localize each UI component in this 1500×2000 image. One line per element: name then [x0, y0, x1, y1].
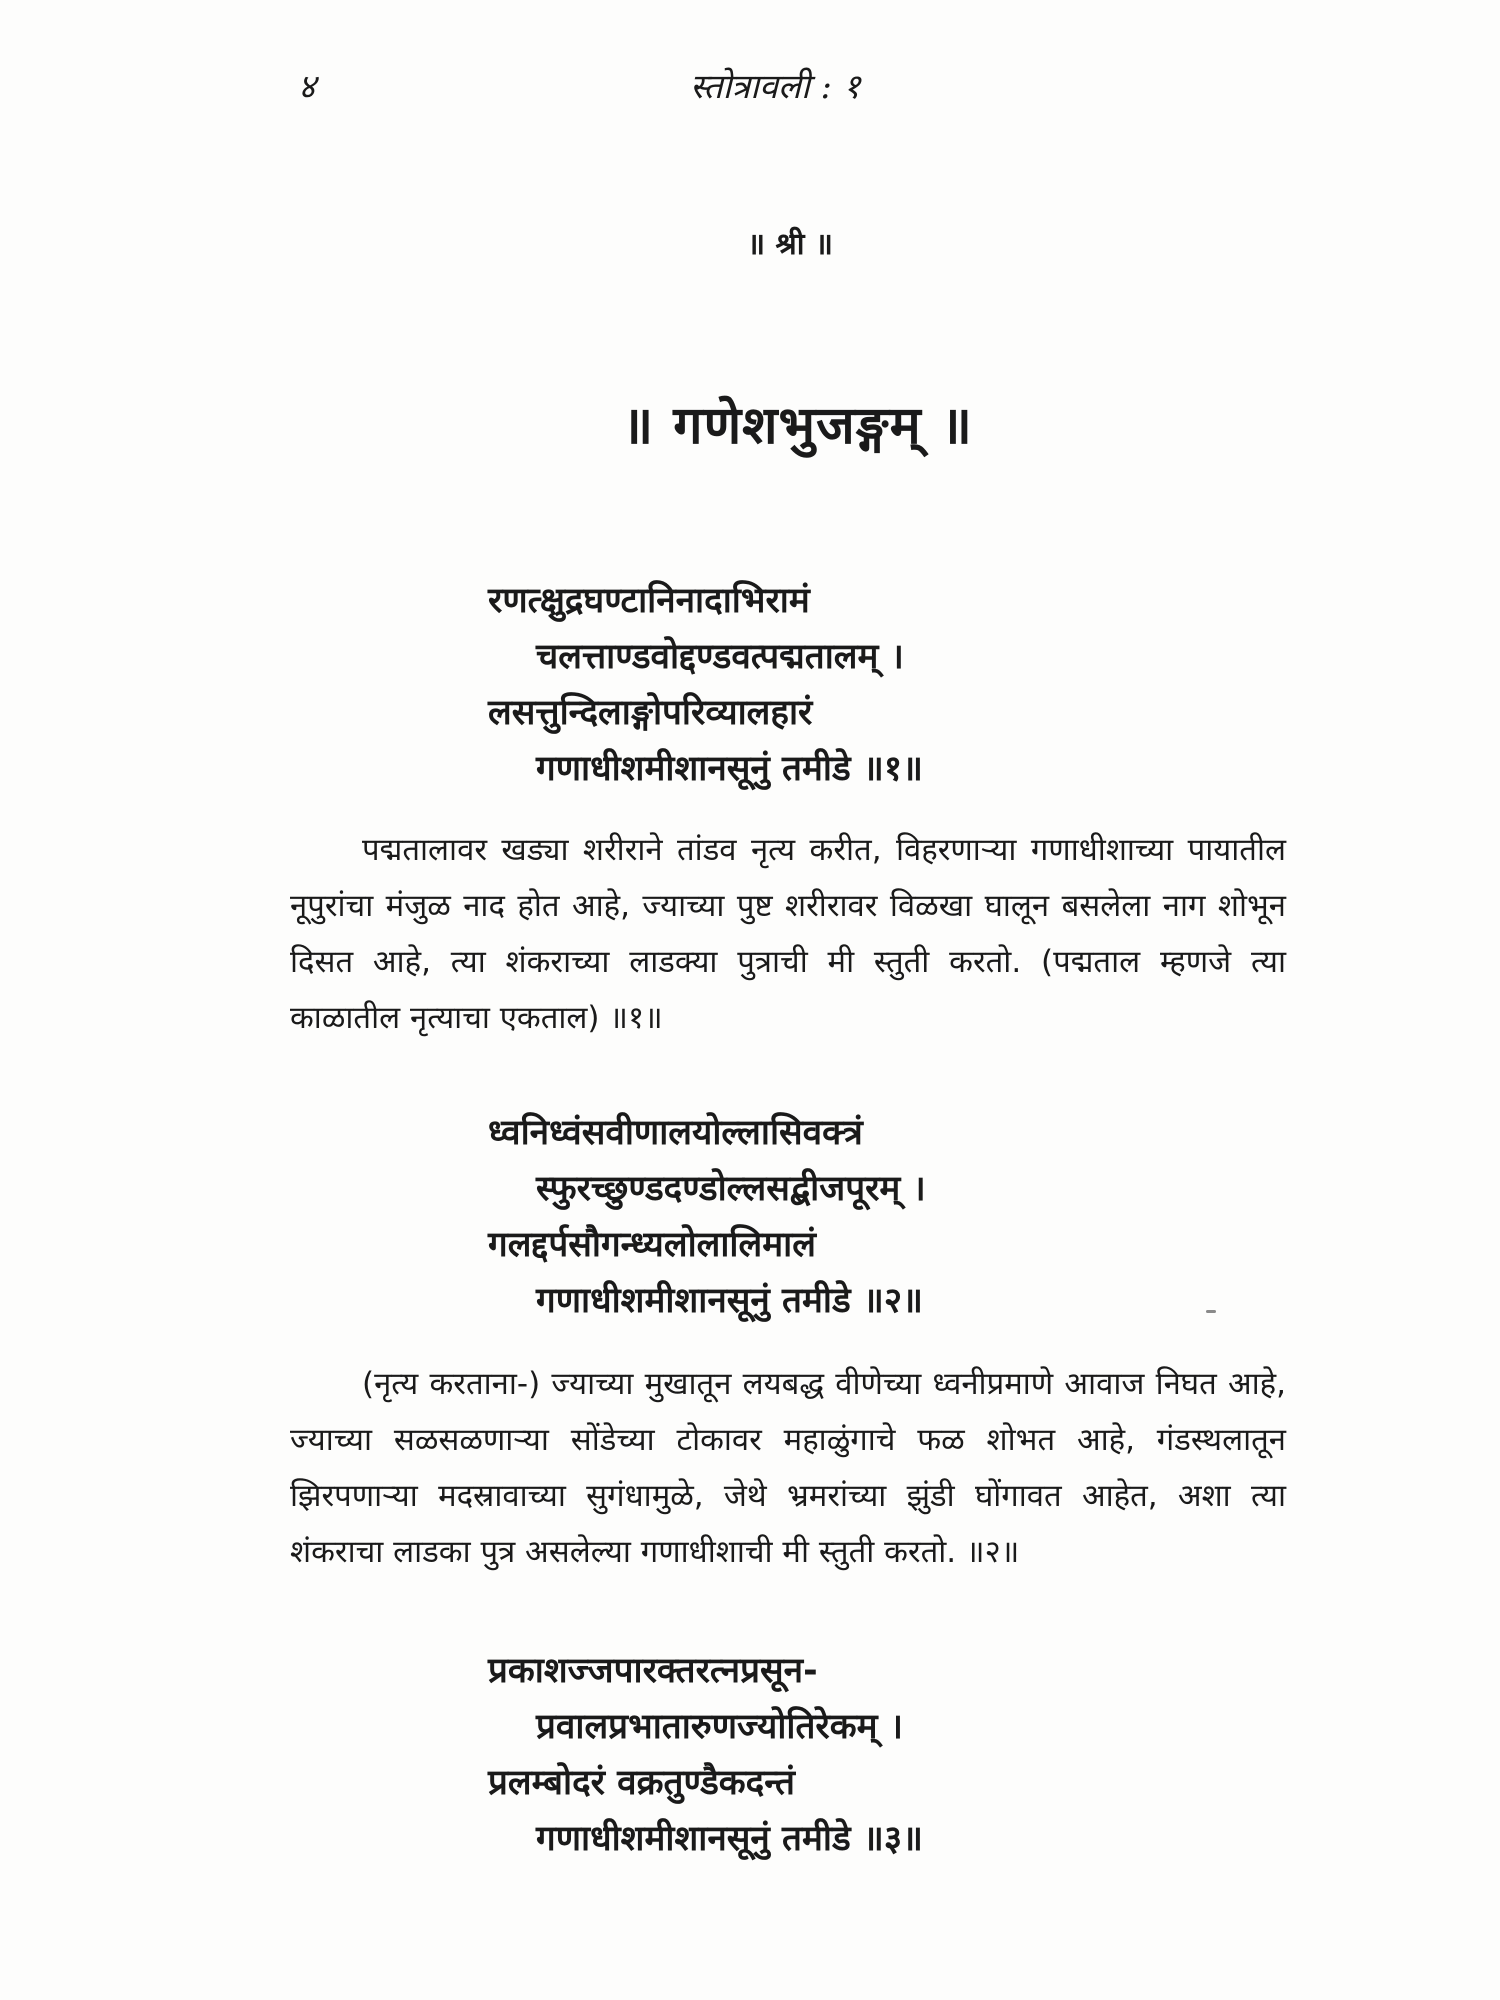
stotra-title: ॥ गणेशभुजङ्गम् ॥	[622, 396, 973, 456]
verse-line: गणाधीशमीशानसूनुं तमीडे ॥३॥	[536, 1819, 924, 1859]
verse-line: ध्वनिध्वंसवीणालयोल्लासिवक्त्रं	[488, 1113, 863, 1153]
verse-line: चलत्ताण्डवोद्दण्डवत्पद्मतालम् ।	[536, 637, 904, 677]
verse-line: गणाधीशमीशानसूनुं तमीडे ॥२॥	[536, 1281, 924, 1321]
verse-commentary	[290, 822, 1286, 1046]
verse-line: स्फुरच्छुण्डदण्डोल्लसद्बीजपूरम् ।	[536, 1169, 926, 1209]
scan-speck	[1206, 1310, 1216, 1313]
verse-line: लसत्तुन्दिलाङ्गोपरिव्यालहारं	[488, 693, 813, 733]
verse-line: गणाधीशमीशानसूनुं तमीडे ॥१॥	[536, 749, 924, 789]
verse-line: प्रलम्बोदरं वक्रतुण्डैकदन्तं	[488, 1763, 795, 1803]
verse-line: गलद्दर्पसौगन्ध्यलोलालिमालं	[488, 1225, 816, 1265]
verse-line: प्रवालप्रभातारुणज्योतिरेकम् ।	[536, 1707, 903, 1747]
page-number: ४	[298, 67, 316, 107]
verse-commentary	[290, 1356, 1286, 1580]
invocation: ॥ श्री ॥	[747, 227, 833, 262]
commentary-text: (नृत्य करताना-) ज्याच्या मुखातून लयबद्ध वीणेच्या ध्वनीप्रमाणे आवाज निघत आहे, ज्याच्या सळसळणाऱ्या सोंडेच्या टोकावर महाळुंगाचे फळ शोभत आहे, गंडस्थलातून झिरपणाऱ्या मदस्रावाच्या सुगंधामुळे, जेथे भ्रमरांच्या झुंडी घोंगावत आहेत, अशा त्या शंकराचा लाडका पुत्र असलेल्या गणाधीशाची मी स्तुती करतो. ॥२॥	[290, 1366, 1286, 1570]
verse-line: प्रकाशज्जपारक्तरत्नप्रसून-	[488, 1651, 818, 1691]
commentary-text: पद्मतालावर खड्या शरीराने तांडव नृत्य करीत, विहरणाऱ्या गणाधीशाच्या पायातील नूपुरांचा मंजुळ नाद होत आहे, ज्याच्या पुष्ट शरीरावर विळखा घालून बसलेला नाग शोभून दिसत आहे, त्या शंकराच्या लाडक्या पुत्राची मी स्तुती करतो. (पद्मताल म्हणजे त्या काळातील नृत्याचा एकताल) ॥१॥	[290, 832, 1286, 1036]
verse-line: रणत्क्षुद्रघण्टानिनादाभिरामं	[488, 581, 810, 621]
running-title: स्तोत्रावली : १	[690, 67, 861, 107]
